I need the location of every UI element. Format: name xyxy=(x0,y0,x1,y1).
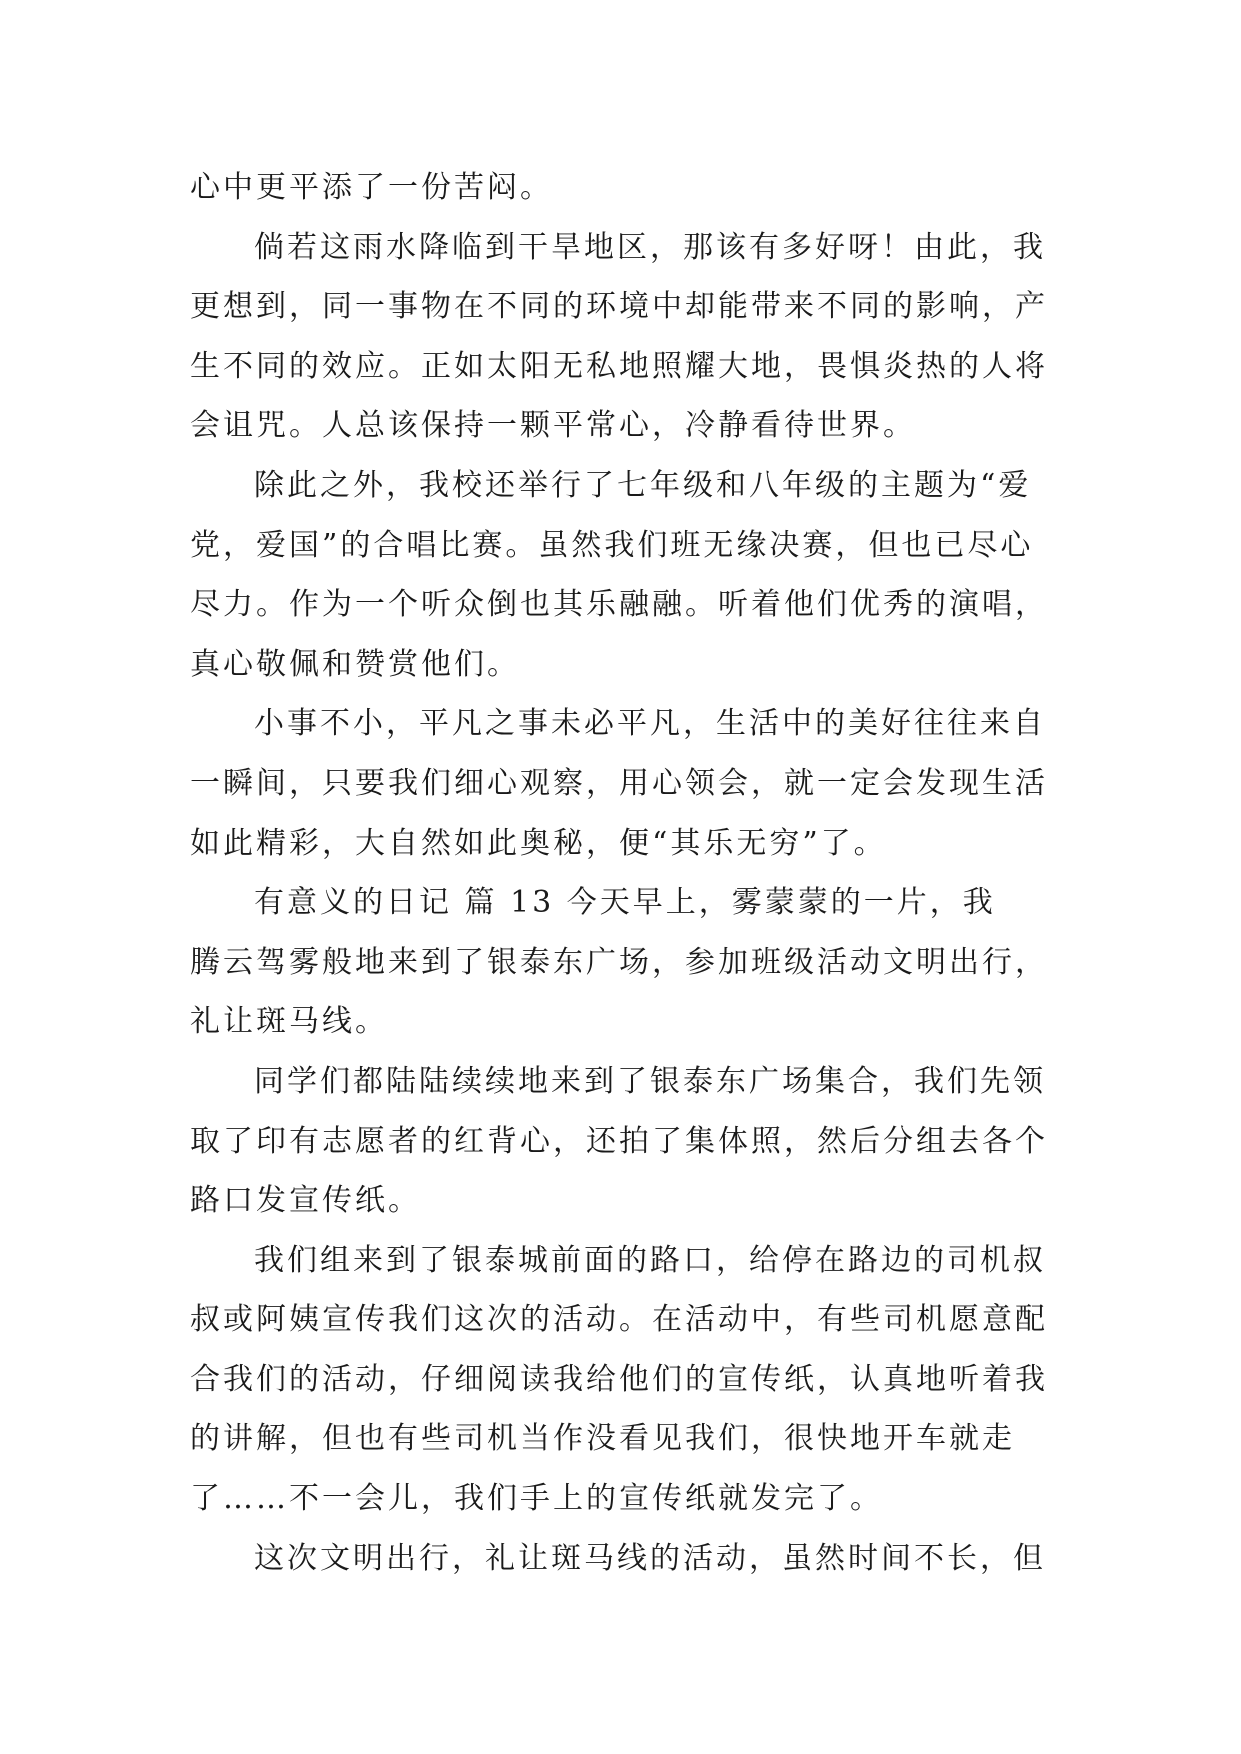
text-line: 路口发宣传纸。 xyxy=(190,1183,421,1219)
text-line: 心中更平添了一份苦闷。 xyxy=(190,170,553,205)
text-line: 如此精彩，大自然如此奥秘，便“其乐无穷”了。 xyxy=(190,825,887,861)
text-line: 同学们都陆陆续续地来到了银泰东广场集合，我们先领 xyxy=(254,1063,1046,1099)
text-line: 叔或阿姨宣传我们这次的活动。在活动中，有些司机愿意配 xyxy=(190,1302,1048,1338)
text-line: 了……不一会儿，我们手上的宣传纸就发完了。 xyxy=(190,1481,883,1517)
text-line: 尽力。作为一个听众倒也其乐融融。听着他们优秀的演唱， xyxy=(190,587,1048,623)
text-line: 合我们的活动，仔细阅读我给他们的宣传纸，认真地听着我 xyxy=(190,1361,1048,1397)
text-line: 更想到，同一事物在不同的环境中却能带来不同的影响，产 xyxy=(190,289,1048,325)
text-line: 党，爱国”的合唱比赛。虽然我们班无缘决赛，但也已尽心 xyxy=(190,527,1034,563)
text-line: 小事不小，平凡之事未必平凡，生活中的美好往往来自 xyxy=(254,706,1046,742)
text-line: 礼让斑马线。 xyxy=(190,1004,388,1040)
text-line: 的讲解，但也有些司机当作没看见我们，很快地开车就走 xyxy=(190,1421,1015,1457)
text-line: 我们组来到了银泰城前面的路口，给停在路边的司机叔 xyxy=(254,1242,1046,1278)
text-line: 取了印有志愿者的红背心，还拍了集体照，然后分组去各个 xyxy=(190,1123,1048,1159)
text-line: 一瞬间，只要我们细心观察，用心领会，就一定会发现生活 xyxy=(190,765,1048,801)
text-line: 真心敬佩和赞赏他们。 xyxy=(190,646,520,682)
text-line: 倘若这雨水降临到干旱地区，那该有多好呀！由此，我 xyxy=(254,229,1046,265)
text-line: 会诅咒。人总该保持一颗平常心，冷静看待世界。 xyxy=(190,408,916,444)
text-line: 除此之外，我校还举行了七年级和八年级的主题为“爱 xyxy=(254,467,1032,503)
text-line: 生不同的效应。正如太阳无私地照耀大地，畏惧炎热的人将 xyxy=(190,348,1048,384)
document-body xyxy=(190,158,1052,1588)
text-line: 这次文明出行，礼让斑马线的活动，虽然时间不长，但 xyxy=(254,1540,1046,1576)
text-line: 有意义的日记 篇 13 今天早上，雾蒙蒙的一片，我 xyxy=(254,885,996,921)
text-line: 腾云驾雾般地来到了银泰东广场，参加班级活动文明出行， xyxy=(190,944,1048,980)
